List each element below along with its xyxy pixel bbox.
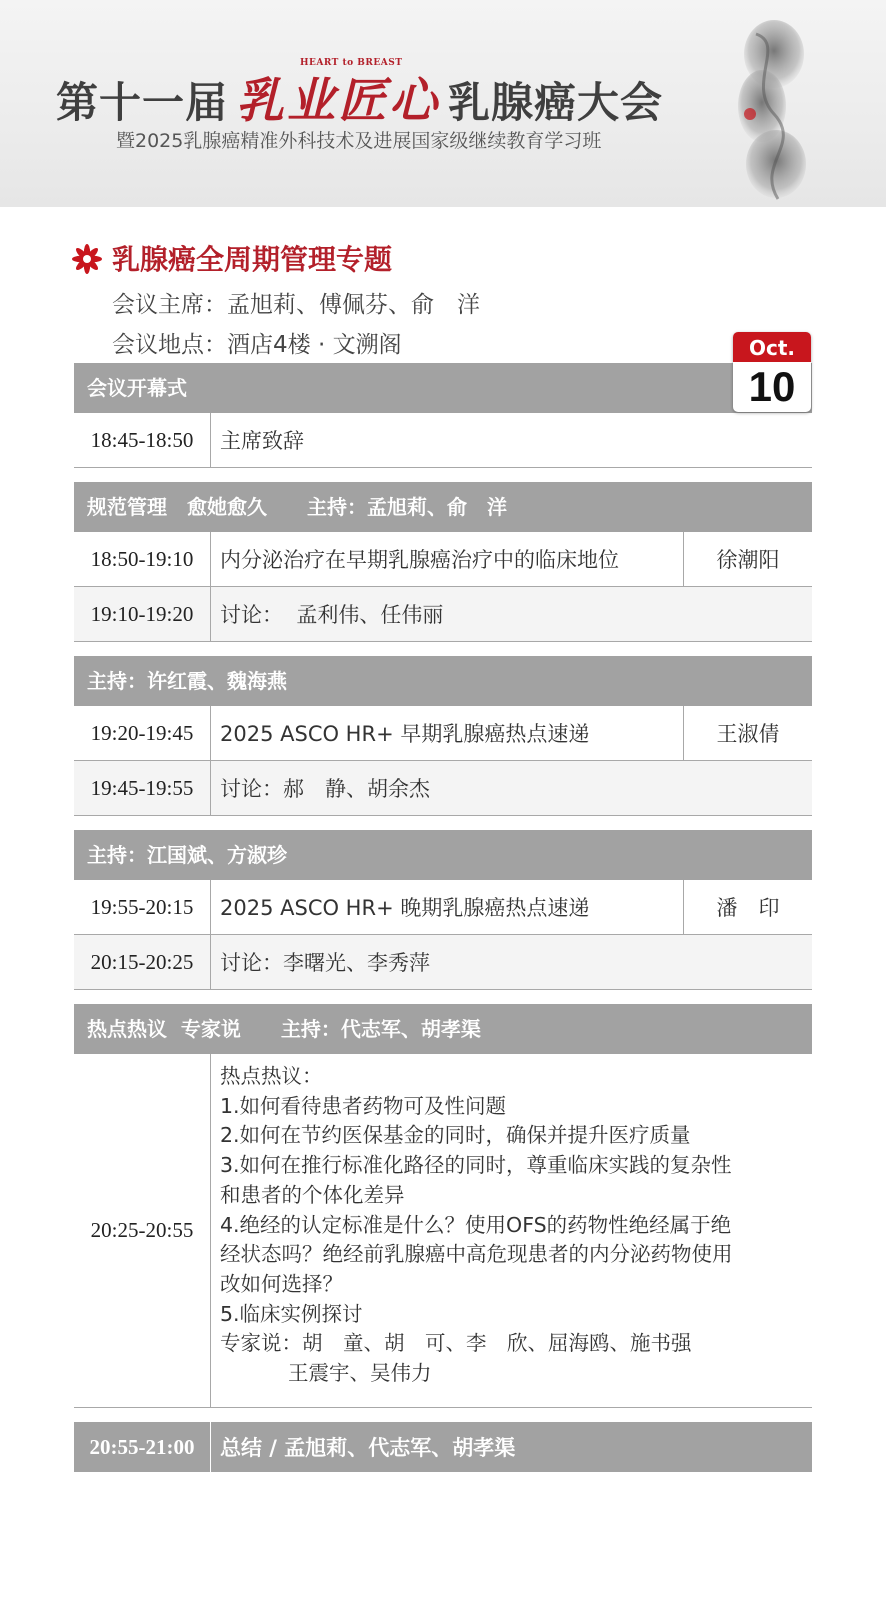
conference-title: [56, 62, 663, 131]
title-calligraphy: 乳业匠心: [236, 73, 441, 129]
schedule-block-hot-topics: [74, 1004, 812, 1408]
table-row: [74, 532, 812, 587]
hot-topic-line: 经状态吗？绝经前乳腺癌中高危现患者的内分泌药物使用: [220, 1242, 733, 1267]
hot-topic-line: 3.如何在推行标准化路径的同时，尊重临床实践的复杂性: [220, 1153, 732, 1178]
hot-topic-line: 5.临床实例探讨: [220, 1301, 363, 1326]
session-venue: 会议地点：酒店4楼 · 文溯阁: [112, 332, 402, 358]
block-header: 热点热议 专家说 主持：代志军、胡孝渠: [74, 1004, 812, 1054]
flower-icon: [72, 244, 102, 274]
schedule-block-standard-management: [74, 482, 812, 642]
session-chairs: 会议主席：孟旭莉、傅佩芬、俞 洋: [112, 292, 480, 318]
time-cell: 20:55-21:00: [74, 1422, 211, 1472]
discussion-cell: 讨论：郝 静、胡余杰: [220, 777, 430, 801]
hot-topic-line: 4.绝经的认定标准是什么？使用OFS的药物性绝经属于绝: [220, 1212, 732, 1237]
speaker-cell: 王淑倩: [683, 706, 812, 760]
table-row: [74, 706, 812, 761]
topic-cell: 2025 ASCO HR+ 晚期乳腺癌热点速递: [220, 896, 590, 920]
speaker-cell: 潘 印: [683, 880, 812, 934]
summary-row: [74, 1422, 812, 1472]
ink-sculpture-art: [716, 14, 826, 204]
topic-cell: 内分泌治疗在早期乳腺癌治疗中的临床地位: [220, 548, 619, 572]
table-row: [74, 761, 812, 816]
hot-topic-line: 改如何选择？: [220, 1271, 343, 1296]
summary-cell: 总结 / 孟旭莉、代志军、胡孝渠: [220, 1436, 516, 1460]
date-day: 10: [748, 363, 796, 410]
time-cell: 20:15-20:25: [74, 935, 211, 989]
title-prefix: 第十一届: [56, 78, 229, 127]
block-header: 规范管理 愈她愈久 主持：孟旭莉、俞 洋: [74, 482, 812, 532]
topic-cell: 2025 ASCO HR+ 早期乳腺癌热点速递: [220, 722, 590, 746]
hot-topic-line: 2.如何在节约医保基金的同时，确保并提升医疗质量: [220, 1123, 691, 1148]
time-cell: 18:50-19:10: [74, 532, 211, 586]
conference-subtitle: 暨2025乳腺癌精准外科技术及进展国家级继续教育学习班: [116, 130, 602, 152]
table-row: [74, 587, 812, 642]
time-cell: 19:20-19:45: [74, 706, 211, 760]
session-title: 乳腺癌全周期管理专题: [112, 243, 393, 276]
schedule-block-advanced-bc: [74, 830, 812, 990]
hot-topics-cell: [211, 1054, 812, 1407]
title-suffix: 乳腺癌大会: [448, 78, 664, 127]
date-badge: [733, 332, 811, 412]
hot-topic-line: 热点热议：: [220, 1064, 323, 1088]
expert-line-continued: 王震宇、吴伟力: [288, 1361, 432, 1386]
banner: [0, 0, 886, 207]
table-row: [74, 880, 812, 935]
expert-line: 专家说：胡 童、胡 可、李 欣、屈海鸥、施书强: [220, 1331, 692, 1356]
block-header: 主持：许红霞、魏海燕: [74, 656, 812, 706]
schedule-block-early-bc: [74, 656, 812, 816]
heart-to-breast-tag: HEART to BREAST: [300, 58, 403, 68]
discussion-cell: 讨论：李曙光、李秀萍: [220, 951, 430, 975]
table-row: [74, 1054, 812, 1408]
speaker-cell: 徐潮阳: [683, 532, 812, 586]
topic-cell: 主席致辞: [220, 429, 304, 453]
discussion-cell: 讨论： 孟利伟、任伟丽: [220, 603, 444, 627]
block-header: 主持：江国斌、方淑珍: [74, 830, 812, 880]
time-cell: 19:55-20:15: [74, 880, 211, 934]
table-row: [74, 935, 812, 990]
hot-topic-line: 和患者的个体化差异: [220, 1182, 405, 1207]
time-cell: 18:45-18:50: [74, 413, 211, 467]
table-row: [74, 413, 812, 468]
time-cell: 19:45-19:55: [74, 761, 211, 815]
hot-topic-line: 1.如何看待患者药物可及性问题: [220, 1093, 507, 1118]
schedule-table: [74, 363, 812, 1472]
date-month: Oct.: [733, 332, 811, 362]
block-header: 会议开幕式: [74, 363, 812, 413]
time-cell: 19:10-19:20: [74, 587, 211, 641]
time-cell: 20:25-20:55: [74, 1054, 211, 1407]
schedule-block-opening: [74, 363, 812, 468]
